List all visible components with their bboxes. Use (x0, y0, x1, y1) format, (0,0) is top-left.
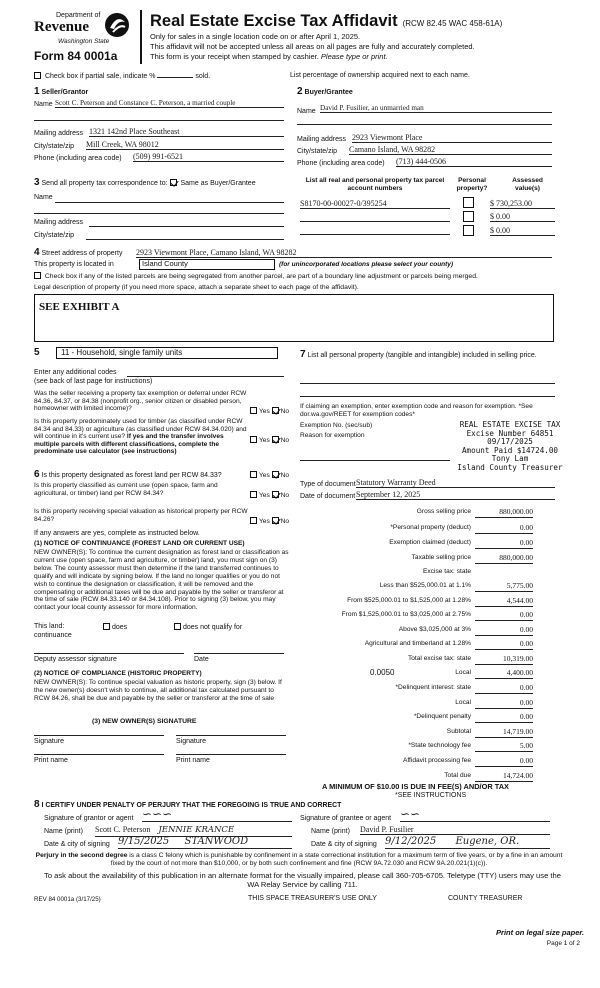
sec7-num: 7 (300, 349, 306, 360)
does-checkbox[interactable] (103, 623, 110, 630)
sec3-name-line2 (34, 213, 284, 214)
exemption-no-label: Exemption No. (sec/sub) (300, 422, 373, 429)
sec6-q3-yes-label: Yes (259, 518, 270, 525)
deputy-sig-label: Deputy assessor signature (34, 656, 117, 663)
codes-note: (see back of last page for instructions) (34, 378, 153, 385)
revenue-logo (34, 12, 134, 52)
parcel-number-1[interactable]: S8170-00-00027-0/395254 (300, 199, 450, 209)
sec6-q1-yes-no (250, 471, 289, 480)
partial-sale-row (34, 72, 210, 81)
rev-number: REV 84 0001a (3/17/25) (34, 896, 101, 903)
seller-mail-label: Mailing address (34, 130, 84, 137)
seller-city-field[interactable]: Mill Creek, WA 98012 (86, 140, 284, 150)
calc-value[interactable]: 880,000.00 (475, 554, 533, 564)
calc-value[interactable]: 4,544.00 (475, 597, 533, 607)
stamp-line4: Amount Paid $14724.00 (461, 445, 558, 455)
timber-question (34, 418, 249, 456)
calc-value[interactable]: 0.00 (475, 626, 533, 636)
legal-paper-note: Print on legal size paper. (496, 928, 584, 937)
page-number: Page 1 of 2 (546, 940, 580, 947)
owner-sig-label-1: Signature (34, 738, 64, 745)
sec6-q2-yes-checkbox[interactable] (250, 491, 257, 498)
buyer-city-label: City/state/zip (297, 148, 338, 155)
stamp-line1: REAL ESTATE EXCISE TAX (459, 420, 561, 429)
grantor-agent-value: JENNIE KRANCE (158, 825, 235, 835)
parcel-number-3[interactable] (300, 225, 450, 235)
sec6-num: 6 (34, 469, 40, 480)
personal-prop-line-1[interactable] (300, 383, 555, 384)
parcel-value-3[interactable]: $ 0.00 (490, 226, 555, 236)
calc-label: Excise tax: state (422, 568, 471, 575)
timber-question-a: Is this property predominately used for timber (as classified under RCW 84.34 and 84.33) or agriculture (as classified under RCW 84.34.020) and will continue in it's current use? (34, 418, 247, 441)
buyer-phone-field[interactable]: (713) 444-0506 (396, 157, 552, 167)
sec6-q2-no-checkbox[interactable] (272, 491, 279, 498)
does-option (103, 623, 127, 632)
calc-value[interactable]: 14,724.00 (475, 772, 533, 782)
parcel-personal-checkbox-3[interactable] (463, 225, 474, 236)
codes-label: Enter any additional codes (34, 369, 117, 376)
calc-label: Local (455, 669, 471, 676)
q2-yes-no (250, 436, 289, 445)
notice1-title: (1) NOTICE OF CONTINUANCE (FOREST LAND OR CURRENT USE) (34, 540, 245, 547)
buyer-phone-label: Phone (including area code) (297, 160, 385, 167)
perjury-bold: Perjury in the second degree (35, 852, 128, 859)
calc-label: Above $3,025,000 at 3% (398, 626, 471, 633)
seller-phone-label: Phone (including area code) (34, 155, 122, 162)
sec6-q3-no-label: No (280, 518, 290, 525)
grantee-city-value: Eugene, OR. (455, 836, 520, 847)
stamp-line2: Excise Number 64851 (466, 428, 554, 438)
revenue-label: Revenue (34, 19, 89, 35)
sec4-loc-label: This property is located in (34, 261, 114, 268)
exemption-claim-text: If claiming an exemption, enter exemption code and reason for exemption. *See dor.wa.gov/REET for exemption codes* (300, 403, 533, 418)
parcel-header-assessed: Assessed value(s) (512, 177, 543, 192)
sec3-text: Send all property tax correspondence to: (41, 180, 168, 187)
notice3-title: (3) NEW OWNER(S) SIGNATURE (92, 718, 197, 725)
segregate-checkbox[interactable] (34, 272, 41, 279)
seller-name-line2 (34, 120, 284, 121)
calc-label: Total due (444, 772, 471, 779)
see-instructions: *SEE INSTRUCTIONS (395, 792, 467, 799)
calc-value[interactable]: 10,319.00 (475, 655, 533, 665)
grantor-date-value: 9/15/2025 (118, 836, 170, 847)
q2-yes-checkbox[interactable] (250, 436, 257, 443)
sec6-q3-yes-checkbox[interactable] (250, 517, 257, 524)
grantor-city-value: STANWOOD (184, 836, 249, 847)
does-not-option (174, 623, 242, 632)
sec3-city-field[interactable] (86, 239, 284, 240)
grantee-date-field[interactable] (385, 836, 550, 849)
seller-num: 1 (34, 86, 40, 97)
parcel-value-1[interactable]: $ 730,253.00 (490, 199, 555, 209)
calc-value[interactable]: 0.00 (475, 757, 533, 767)
calc-label: Taxable selling price (411, 554, 471, 561)
header-line2: This affidavit will not be accepted unless all areas on all pages are fully and accurately completed. (150, 42, 475, 51)
owner-sig-line-2[interactable] (176, 735, 286, 736)
calc-value[interactable]: 0.00 (475, 684, 533, 694)
q2-no-checkbox[interactable] (272, 436, 279, 443)
calc-value[interactable]: 0.00 (475, 539, 533, 549)
parcel-personal-checkbox-2[interactable] (463, 211, 474, 222)
sec6-q1-text: Is this property designated as forest land per RCW 84.33? (41, 472, 222, 479)
sec6-q2-yes-no (250, 491, 289, 500)
sec6-q3-yes-no (250, 517, 289, 526)
sec6-q1-no-label: No (280, 472, 290, 479)
minimum-note: A MINIMUM OF $10.00 IS DUE IN FEE(S) AND/OR TAX (322, 782, 509, 791)
sec4-num: 4 (34, 247, 40, 258)
owner-print-line-2[interactable] (176, 754, 286, 755)
grantor-print-field[interactable] (95, 825, 292, 837)
partial-pct-field[interactable] (157, 77, 193, 78)
if-any-yes: If any answers are yes, complete as instructed below. (34, 530, 200, 537)
list-pct-note: List percentage of ownership acquired next to each name. (290, 72, 470, 79)
sec8-cert: I CERTIFY UNDER PENALTY OF PERJURY THAT THE FOREGOING IS TRUE AND CORRECT (41, 802, 342, 809)
owner-print-line-1[interactable] (34, 754, 164, 755)
sec6-q2: Is this property classified as current use (open space, farm and agricultural, or timber) land per RCW 84.34? (34, 482, 218, 497)
sec6-q1-yes-label: Yes (259, 472, 270, 479)
buyer-name-line2 (297, 124, 552, 125)
seller-phone-field[interactable]: (509) 991-6521 (133, 152, 284, 162)
calc-label: Total excise tax: state (407, 655, 471, 662)
doc-date-label: Date of document (300, 493, 356, 500)
grantee-date-value: 9/12/2025 (385, 836, 437, 847)
sec3-heading (34, 177, 256, 189)
calc-label: Gross selling price (416, 508, 471, 515)
calc-label: Affidavit processing fee (402, 757, 471, 764)
calc-label: Subtotal (446, 728, 471, 735)
continuance-label: continuance (34, 632, 72, 639)
property-address-field[interactable]: 2923 Viewmont Place, Camano Island, WA 98282 (136, 248, 552, 258)
buyer-name-field[interactable]: David P. Fusilier, an unmarried man (320, 104, 552, 113)
grantor-date-field[interactable] (118, 836, 292, 849)
buyer-mail-field[interactable]: 2923 Viewmont Place (352, 133, 552, 143)
sec6-q1-no-checkbox[interactable] (272, 471, 279, 478)
seller-name-label: Name (34, 101, 53, 108)
form-title (150, 12, 502, 31)
county-select[interactable]: Island County (139, 259, 275, 270)
sec6-q3: Is this property receiving special valuation as historical property per RCW 84.26? (34, 508, 248, 523)
parcel-header-personal: Personal property? (456, 177, 488, 192)
calc-label: *Personal property (deduct) (390, 524, 471, 531)
q1-yes-checkbox[interactable] (250, 407, 257, 414)
grantor-date-label: Date & city of signing (44, 841, 110, 848)
q1-yes-label: Yes (259, 408, 270, 415)
buyer-name-label: Name (297, 108, 316, 115)
seller-mail-field[interactable]: 1321 142nd Place Southeast (89, 127, 284, 137)
codes-field[interactable] (127, 376, 284, 377)
calc-value[interactable]: 0.00 (475, 611, 533, 621)
sec6-q1 (34, 469, 249, 481)
calc-value[interactable]: 5,775.00 (475, 582, 533, 592)
calc-label: Less than $525,000.01 at 1.1% (379, 582, 471, 589)
unincorp-note: (for unincorporated locations please select your county) (279, 261, 454, 268)
exemption-reason-line[interactable] (300, 460, 450, 461)
header-line1: Only for sales in a single location code on or after April 1, 2025. (150, 32, 361, 41)
notice1-text: NEW OWNER(S): To continue the current designation as forest land or classification as current use (open space, farm and agriculture, or timber) land, you must sign on (3) below. The county assessor must then determine if the land transferred continues to qualify and will indicate by signing below. If the land no longer qualifies or you do not wish to continue the designation or classification, it will be removed and the compensating or additional taxes will be due and payable by the seller or transferor at the time of sale (RCW 84.33.140 or 84.34.108). Prior to signing (3) below, you may contact your local county assessor for more information. (34, 549, 289, 612)
sec3-city-label: City/state/zip (34, 232, 75, 239)
q1-no-label: No (280, 408, 290, 415)
q1-yes-no (250, 407, 289, 416)
timber-question-b: If yes and the transfer involves multiple parcels with different classifications, complete the predominate use calculator (see instructions) (34, 433, 224, 456)
grantee-date-label: Date & city of signing (311, 841, 377, 848)
calc-label: *State technology fee (408, 742, 471, 749)
legal-desc-box[interactable] (34, 294, 554, 342)
sec6-q2-yes-label: Yes (259, 492, 270, 499)
wa-state-label: Washington State (58, 38, 110, 45)
treasurer-stamp (445, 421, 575, 472)
grantor-name-value: Scott C. Peterson (95, 825, 151, 834)
calc-value[interactable]: 0.00 (475, 524, 533, 534)
doc-type-field[interactable]: Statutory Warranty Deed (356, 478, 555, 488)
perjury-note (34, 852, 564, 867)
grantor-print-label: Name (print) (44, 828, 83, 835)
calc-label: Local (455, 699, 471, 706)
partial-sale-label: Check box if partial sale, indicate % (44, 73, 156, 80)
stamp-line6: Island County Treasurer (457, 462, 563, 472)
notice2-title: (2) NOTICE OF COMPLIANCE (HISTORIC PROPERTY) (34, 670, 202, 677)
doc-type-label: Type of document (300, 481, 356, 488)
form-number: Form 84 0001a (34, 49, 118, 63)
buyer-title: Buyer/Grantee (304, 89, 353, 96)
does-label: does (112, 624, 128, 631)
stamp-line5: Tony Lam (491, 454, 529, 463)
header-divider (140, 10, 142, 64)
calc-value[interactable]: 880,000.00 (475, 508, 533, 518)
personal-prop-line-2[interactable] (300, 396, 555, 397)
sec7-text: List all personal property (tangible and intangible) included in selling price. (307, 352, 537, 359)
sec3-num: 3 (34, 177, 40, 188)
parcel-header-numbers: List all real and personal property tax parcel account numbers (305, 177, 445, 192)
sec5-num: 5 (34, 347, 40, 358)
calc-value[interactable]: 14,719.00 (475, 728, 533, 738)
q1-no-checkbox[interactable] (272, 407, 279, 414)
revenue-swirl-icon (104, 12, 130, 38)
calc-label: *Delinquent interest: state (395, 684, 471, 691)
land-use-select[interactable]: 11 - Household, single family units (56, 347, 278, 359)
does-not-label: does not qualify for (183, 624, 243, 631)
calc-value[interactable]: 4,400.00 (475, 669, 533, 679)
sec3-mail-label: Mailing address (34, 219, 84, 226)
calc-value[interactable]: 5.00 (475, 742, 533, 752)
calc-value[interactable]: 0.00 (475, 640, 533, 650)
deputy-date-line[interactable] (194, 653, 284, 654)
doc-date-field[interactable]: September 12, 2025 (356, 490, 555, 500)
grantee-sig-label: Signature of grantee or agent (300, 815, 392, 822)
buyer-mail-label: Mailing address (297, 136, 347, 143)
segregate-label: Check box if any of the listed parcels are being segregated from another parcel, are part of a boundary line adjustment or parcels being merged. (44, 273, 478, 280)
parcel-personal-checkbox-1[interactable] (463, 197, 474, 208)
seller-title: Seller/Grantor (41, 89, 89, 96)
parcel-number-2[interactable] (300, 212, 450, 222)
county-treasurer-label: COUNTY TREASURER (448, 895, 523, 902)
treasurer-use-label: THIS SPACE TREASURER'S USE ONLY (248, 895, 377, 902)
grantor-signature-field[interactable]: ∽∽∽ (142, 808, 292, 822)
same-as-buyer-label: Same as Buyer/Grantee (180, 180, 256, 187)
same-as-buyer-checkbox[interactable] (170, 179, 177, 186)
owner-print-label-2: Print name (176, 757, 210, 764)
parcel-value-2[interactable]: $ 0.00 (490, 212, 555, 222)
stamp-line3: 09/17/2025 (487, 437, 533, 446)
seller-heading (34, 86, 88, 98)
partial-sold-label: sold. (195, 73, 211, 80)
calc-label: From $1,525,000.01 to $3,025,000 at 2.75% (341, 611, 471, 618)
grantee-print-label: Name (print) (311, 828, 350, 835)
calc-label: Agricultural and timberland at 1.28% (364, 640, 471, 647)
notice2-text: NEW OWNER(S): To continue special valuation as historic property, sign (3) below. If the new owner(s) doesn't wish to continue, all additional tax calculated pursuant to RCW 84.26, shall be due and payable by the seller or transferor at the time of sale (34, 679, 282, 702)
deputy-sig-line[interactable] (34, 653, 184, 654)
seller-name-field[interactable]: Scott C. Peterson and Constance C. Peterson, a married couple (55, 99, 284, 108)
deputy-date-label: Date (194, 656, 209, 663)
q2-yes-label: Yes (259, 437, 270, 444)
does-not-checkbox[interactable] (174, 623, 181, 630)
exhibit-text: SEE EXHIBIT A (39, 301, 120, 313)
grantor-sig-label: Signature of grantor or agent (44, 815, 134, 822)
buyer-city-field[interactable]: Camano Island, WA 98282 (349, 145, 552, 155)
sec3-mail-field[interactable] (89, 226, 284, 227)
sec6-q3-no-checkbox[interactable] (272, 517, 279, 524)
sec8-num: 8 (34, 799, 40, 810)
calc-label: Exemption claimed (deduct) (389, 539, 471, 546)
buyer-heading (297, 86, 353, 98)
header-line3a: This form is your receipt when stamped by cashier. (150, 52, 319, 61)
segregate-row (34, 272, 478, 281)
grantee-print-field[interactable]: David P. Fusilier (360, 825, 550, 835)
sec7-heading (300, 348, 555, 361)
owner-sig-label-2: Signature (176, 738, 206, 745)
owner-sig-line-1[interactable] (34, 735, 164, 736)
this-land-label: This land: (34, 623, 65, 630)
exemption-question: Was the seller receiving a property tax exemption or deferral under RCW 84.36, 84.37, or 84.38 (nonprofit org., senior citizen or disabled person, homeowner with limited income)? (34, 390, 247, 413)
sec3-name-label: Name (34, 194, 53, 201)
q2-no-label: No (280, 437, 290, 444)
sec4-addr-label: Street address of property (41, 250, 123, 257)
sec6-q2-no-label: No (280, 492, 290, 499)
form-title-text: Real Estate Excise Tax Affidavit (150, 12, 398, 30)
local-rate-field[interactable]: 0.0050 (370, 668, 395, 677)
legal-desc-label: Legal description of property (if you need more space, attach a separate sheet to each page of the affidavit). (34, 284, 359, 291)
sec6-q1-yes-checkbox[interactable] (250, 471, 257, 478)
grantee-signature-field[interactable]: ∽∽ (400, 808, 550, 822)
alt-format-note: To ask about the availability of this publication in an alternate format for the visually impaired, please call 360-705-6705. Teletype (TTY) users may use the WA Relay Service by calling 711. (44, 871, 561, 889)
calc-label: *Delinquent penalty (413, 713, 471, 720)
calc-value[interactable]: 0.00 (475, 699, 533, 709)
partial-sale-checkbox[interactable] (34, 72, 41, 79)
owner-print-label-1: Print name (34, 757, 68, 764)
calc-value[interactable]: 0.00 (475, 713, 533, 723)
form-cite: (RCW 82.45 WAC 458-61A) (402, 19, 503, 28)
perjury-text: is a class C felony which is punishable by confinement in a state correctional institution for a maximum term of five years, or by a fine in an amount fixed by the court of not more than $10,000, or by both such confinement and fine (RCW 9A.72.030 and RCW 9A.20.021(1)(c)). (110, 852, 563, 867)
header-line3 (150, 53, 388, 62)
sec3-name-field[interactable] (55, 202, 284, 203)
seller-city-label: City/state/zip (34, 143, 75, 150)
dept-label: Department of (56, 12, 101, 19)
sec4-heading (34, 247, 122, 259)
calc-label: From $525,000.01 to $1,525,000 at 1.28% (347, 597, 471, 604)
header-line3b: Please type or print. (320, 52, 388, 61)
exemption-reason-label: Reason for exemption (300, 432, 365, 439)
buyer-num: 2 (297, 86, 303, 97)
